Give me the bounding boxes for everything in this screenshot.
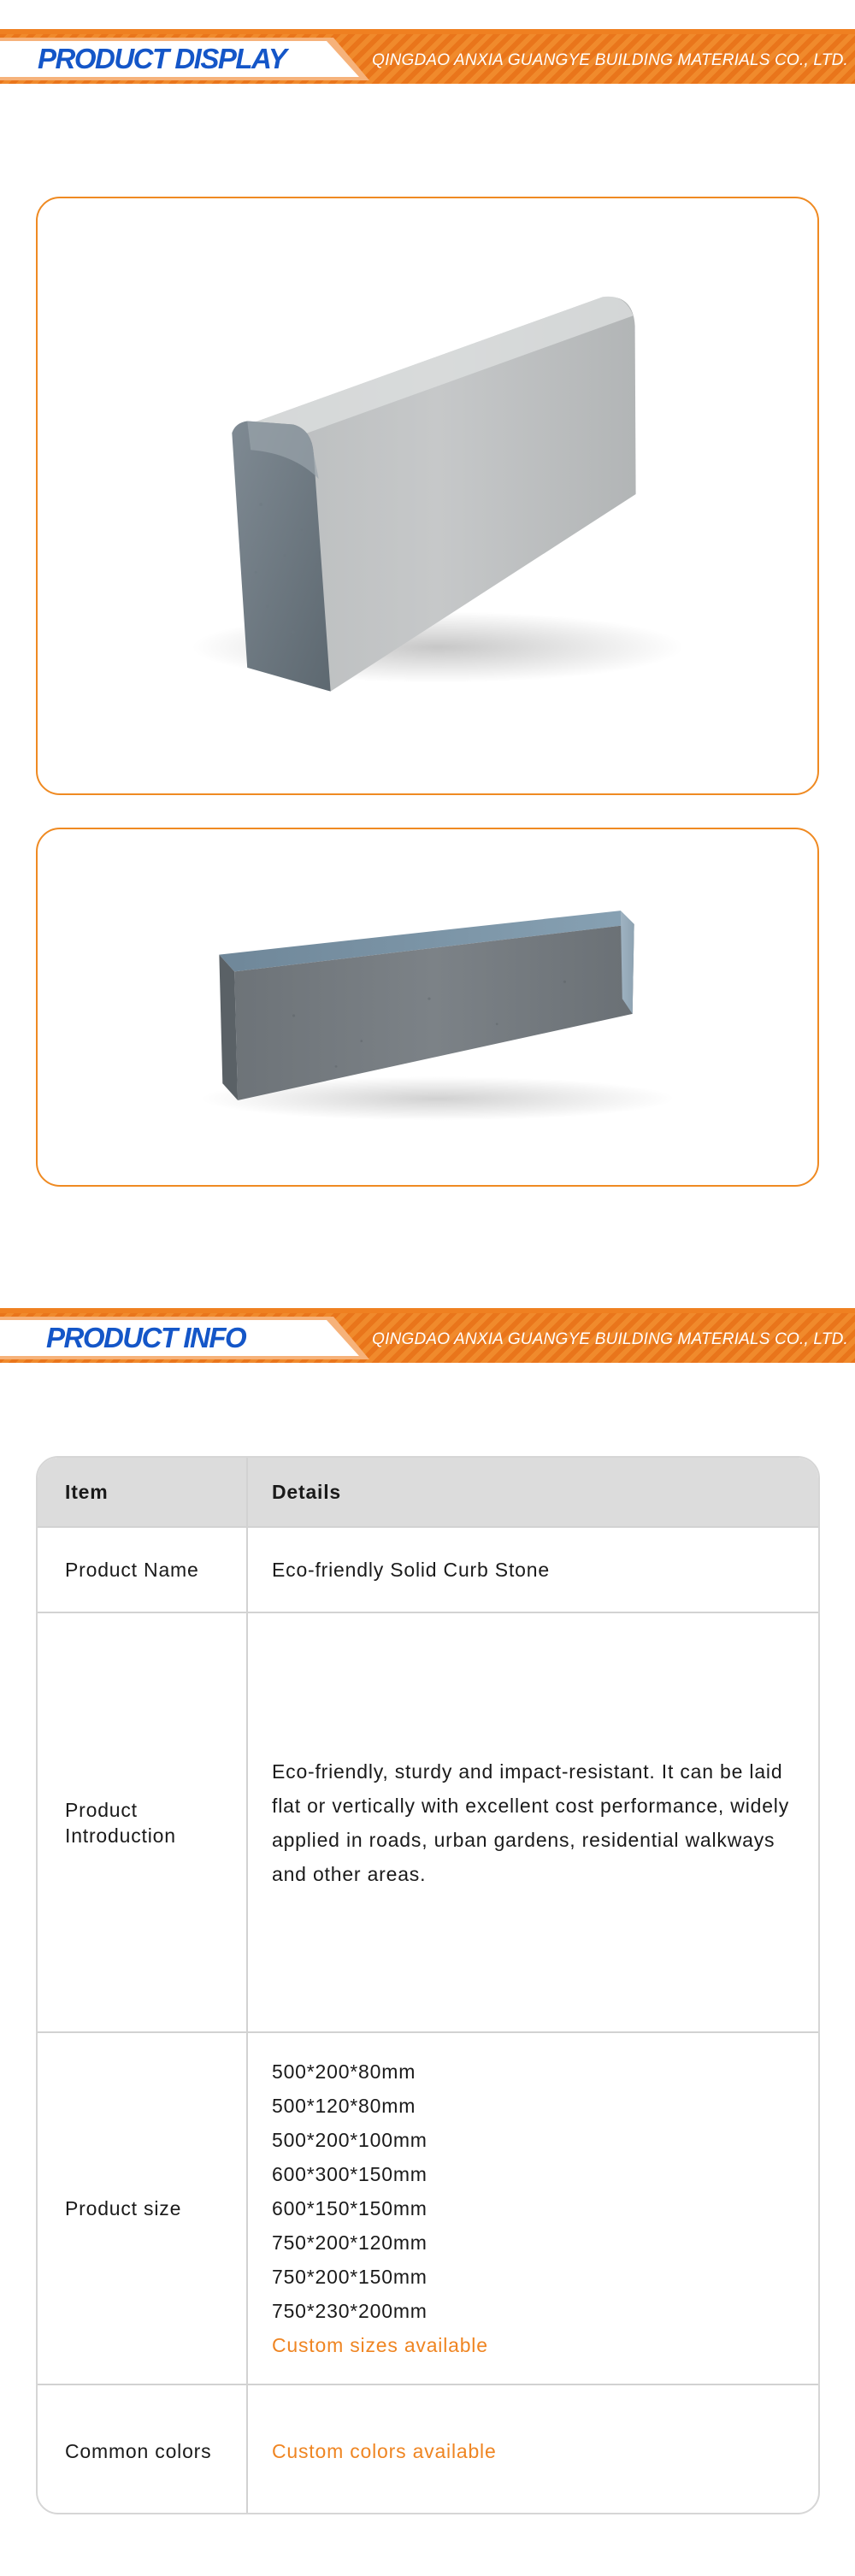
size-item: 750*230*200mm <box>272 2300 428 2322</box>
company-name: QINGDAO ANXIA GUANGYE BUILDING MATERIALS CO., LTD. <box>372 1330 848 1348</box>
row-value: Custom colors available <box>272 2439 497 2462</box>
company-name: QINGDAO ANXIA GUANGYE BUILDING MATERIALS CO., LTD. <box>372 51 848 69</box>
table-row-introduction <box>38 1613 818 2033</box>
table-row-product-size <box>38 2033 818 2385</box>
size-item: 500*120*80mm <box>272 2095 416 2117</box>
table-row-colors <box>38 2385 818 2514</box>
curb-stone-rounded-image <box>38 198 817 793</box>
product-info-table <box>36 1456 820 2514</box>
product-image-card-1 <box>36 197 819 795</box>
size-item: 600*150*150mm <box>272 2197 428 2219</box>
row-label: Product size <box>38 2033 248 2384</box>
size-item: 750*200*150mm <box>272 2266 428 2288</box>
row-label: Common colors <box>38 2385 248 2514</box>
table-row-product-name <box>38 1528 818 1613</box>
curb-stone-flat-image <box>38 829 817 1185</box>
section-title: PRODUCT DISPLAY <box>38 43 286 74</box>
row-value-sizes <box>248 2033 818 2384</box>
product-info-banner <box>0 1308 855 1363</box>
product-display-banner <box>0 29 855 84</box>
product-image-card-2 <box>36 828 819 1187</box>
row-value: Eco-friendly Solid Curb Stone <box>272 1559 550 1581</box>
size-item: 750*200*120mm <box>272 2231 428 2254</box>
row-label: Product Introduction <box>38 1613 248 2031</box>
custom-sizes-note: Custom sizes available <box>272 2334 488 2356</box>
section-title: PRODUCT INFO <box>46 1322 246 1353</box>
table-header-row <box>38 1458 818 1528</box>
row-value: Eco-friendly, sturdy and impact-resistant. It can be laid flat or vertically with excellent cost performance, widely applied in roads, urban gardens, residential walkways and other areas. <box>272 1760 790 1885</box>
size-item: 500*200*80mm <box>272 2060 416 2083</box>
header-details: Details <box>272 1481 342 1503</box>
size-item: 500*200*100mm <box>272 2129 428 2151</box>
size-item: 600*300*150mm <box>272 2163 428 2185</box>
row-label: Product Name <box>38 1528 248 1612</box>
header-item: Item <box>38 1458 248 1526</box>
